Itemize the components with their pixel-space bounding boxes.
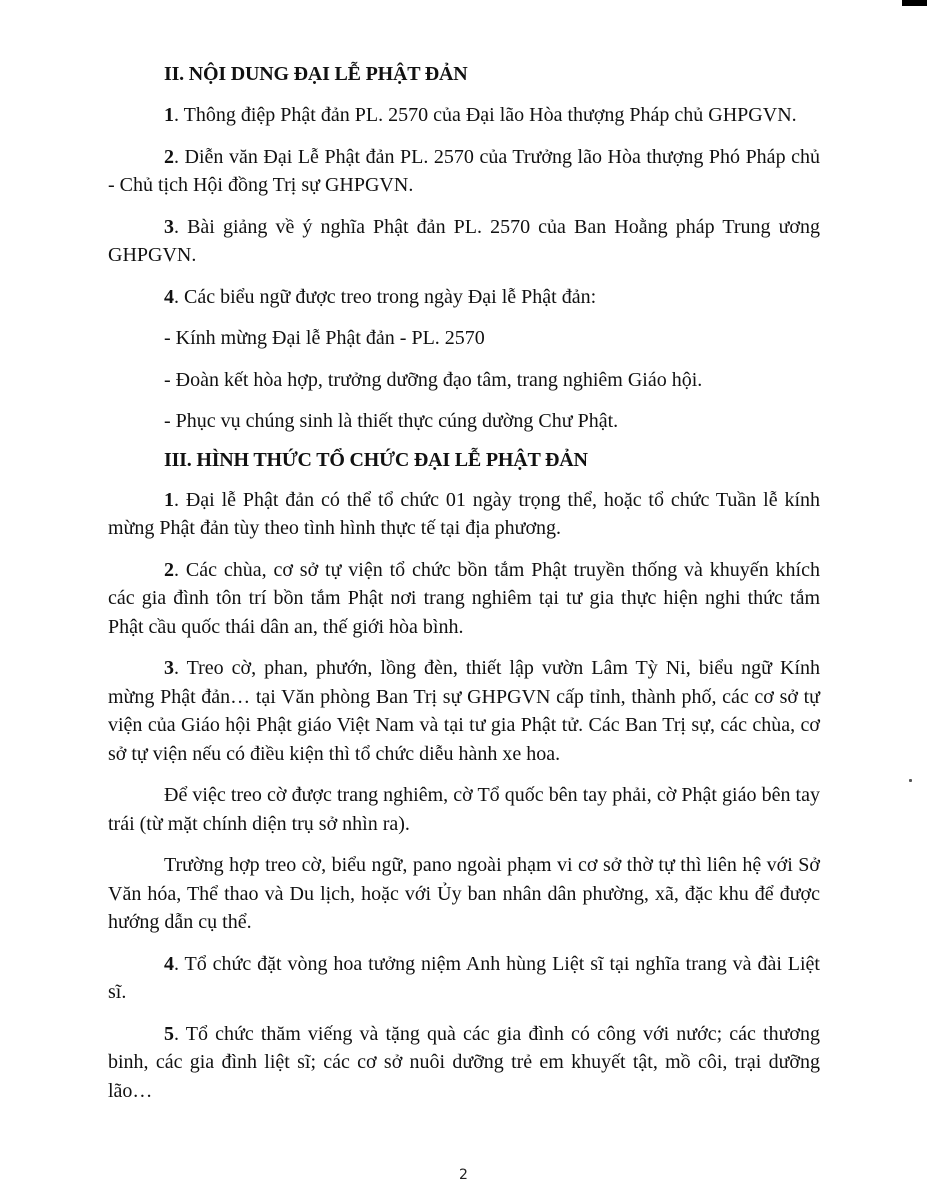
item-number: 2 — [164, 558, 174, 581]
item-text: . Tổ chức đặt vòng hoa tưởng niệm Anh hùng Liệt sĩ tại nghĩa trang và đài Liệt sĩ. — [108, 952, 820, 1003]
section-2-item-3 — [108, 213, 820, 270]
item-text: . Đại lễ Phật đản có thể tổ chức 01 ngày trọng thể, hoặc tổ chức Tuần lễ kính mừng Phật đản tùy theo tình hình thực tế tại địa phương. — [108, 488, 820, 539]
item-text: . Bài giảng về ý nghĩa Phật đản PL. 2570 của Ban Hoằng pháp Trung ương GHPGVN. — [108, 215, 820, 266]
item-number: 2 — [164, 145, 174, 168]
item-text: . Treo cờ, phan, phướn, lồng đèn, thiết lập vườn Lâm Tỳ Ni, biểu ngữ Kính mừng Phật đản… tại Văn phòng Ban Trị sự GHPGVN cấp tỉnh, thành phố, các cơ sở tự viện của Giáo hội Phật giáo Việt Nam và tại tư gia Phật tử. Các Ban Trị sự, các chùa, cơ sở tự viện nếu có điều kiện thì tổ chức diễu hành xe hoa. — [108, 657, 820, 765]
item-number: 3 — [164, 657, 174, 679]
section-3-item-5 — [108, 1020, 820, 1106]
item-text: . Thông điệp Phật đản PL. 2570 của Đại lão Hòa thượng Pháp chủ GHPGVN. — [174, 104, 797, 126]
slogan-3: - Phục vụ chúng sinh là thiết thực cúng dường Chư Phật. — [164, 410, 619, 432]
item-text: . Tổ chức thăm viếng và tặng quà các gia đình có công với nước; các thương binh, các gia đình liệt sĩ; các cơ sở nuôi dưỡng trẻ em khuyết tật, mồ côi, trại dưỡng lão… — [108, 1022, 820, 1102]
section-2-heading: II. NỘI DUNG ĐẠI LỄ PHẬT ĐẢN — [164, 63, 468, 85]
item-number: 5 — [164, 1022, 174, 1045]
item-number: 1 — [164, 104, 174, 126]
section-3-heading: III. HÌNH THỨC TỔ CHỨC ĐẠI LỄ PHẬT ĐẢN — [164, 448, 588, 471]
section-2-item-2 — [108, 143, 820, 200]
section-3-item-4 — [108, 950, 820, 1007]
banner-permission-note: Trường hợp treo cờ, biểu ngữ, pano ngoài phạm vi cơ sở thờ tự thì liên hệ với Sở Văn hóa, Thể thao và Du lịch, hoặc với Ủy ban nhân dân phường, xã, đặc khu để được hướng dẫn cụ thể. — [108, 854, 820, 933]
item-number: 4 — [164, 285, 174, 308]
section-2-item-1 — [108, 101, 820, 130]
slogan-2: - Đoàn kết hòa hợp, trưởng dưỡng đạo tâm, trang nghiêm Giáo hội. — [164, 368, 703, 391]
item-text: . Các chùa, cơ sở tự viện tổ chức bồn tắm Phật truyền thống và khuyến khích các gia đình tôn trí bồn tắm Phật nơi trang nghiêm tại tư gia thực hiện nghi thức tắm Phật cầu quốc thái dân an, thế giới hòa bình. — [108, 558, 820, 638]
section-2-item-4 — [108, 283, 820, 312]
scan-speck — [909, 779, 912, 782]
scan-corner-mark — [902, 0, 927, 6]
item-number: 4 — [164, 952, 174, 975]
section-3-item-1 — [108, 486, 820, 543]
section-3-item-2 — [108, 556, 820, 642]
item-text: . Các biểu ngữ được treo trong ngày Đại lễ Phật đản: — [174, 285, 597, 308]
item-number: 3 — [164, 215, 174, 238]
section-3-item-3 — [108, 654, 820, 768]
slogan-1: - Kính mừng Đại lễ Phật đản - PL. 2570 — [164, 327, 485, 349]
item-text: . Diễn văn Đại Lễ Phật đản PL. 2570 của Trưởng lão Hòa thượng Phó Pháp chủ - Chủ tịch Hội đồng Trị sự GHPGVN. — [108, 145, 820, 196]
flag-placement-note: Để việc treo cờ được trang nghiêm, cờ Tổ quốc bên tay phải, cờ Phật giáo bên tay trái (từ mặt chính diện trụ sở nhìn ra). — [108, 784, 820, 835]
item-number: 1 — [164, 488, 174, 511]
page-number: 2 — [459, 1167, 468, 1183]
document-page — [108, 60, 820, 1105]
